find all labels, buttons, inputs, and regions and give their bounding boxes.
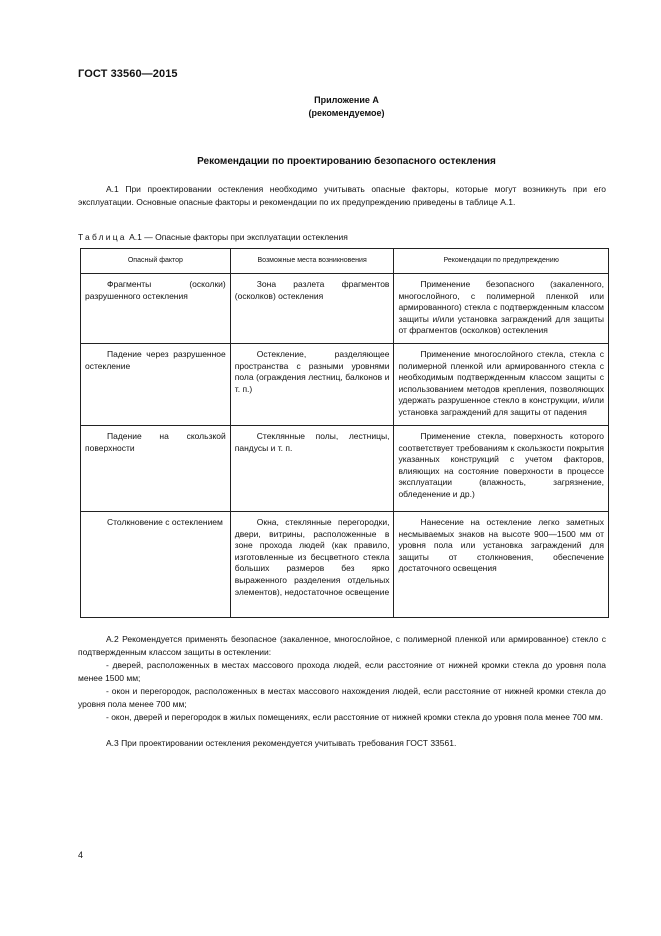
table-row bbox=[81, 426, 609, 512]
paragraph-a3: А.3 При проектировании остекления рекомендуется учитывать требования ГОСТ 33561. bbox=[106, 738, 457, 748]
section-title: Рекомендации по проектированию безопасного остекления bbox=[197, 156, 496, 167]
cell-text: Падение на скользкой поверхности bbox=[85, 431, 226, 453]
table-cell bbox=[394, 274, 609, 344]
table-row bbox=[81, 344, 609, 426]
table-cell bbox=[394, 426, 609, 512]
table-cell bbox=[230, 426, 394, 512]
paragraph-a2: А.2 Рекомендуется применять безопасное (закаленное, многослойное, с полимерной пленкой или армированное) стекло с подтвержденным классом защиты в остеклении: bbox=[78, 634, 606, 657]
cell-text: Применение многослойного стекла, стекла с полимерной пленкой или армированного стекла с необходимым подтвержденным классом защиты с использованием методов крепления, позволяющих удержать разрушенное стекло в конструкции, и/или установка заграждений для защиты от падения bbox=[398, 349, 604, 417]
list-item: - дверей, расположенных в местах массового прохода людей, если расстояние от нижней кромки стекла до уровня пола менее 1500 мм; bbox=[78, 660, 606, 683]
cell-text: Зона разлета фрагментов (осколков) остекления bbox=[234, 279, 390, 301]
table-caption-text: А.1 — Опасные факторы при эксплуатации остекления bbox=[126, 232, 348, 242]
cell-text: Столкновение с остеклением bbox=[107, 517, 223, 527]
cell-text: Применение стекла, поверхность которого соответствует требованиям к скользкости покрытия указанных конструкций с учетом факторов, влияющих на состояние поверхности в процессе эксплуатации (влажность, загрязнение, обледенение и др.) bbox=[398, 431, 604, 499]
paragraph-a1: А.1 При проектировании остекления необходимо учитывать опасные факторы, которые могут возникнуть при его эксплуатации. Основные опасные факторы и рекомендации по их предупреждению приведены в таблице А.1. bbox=[78, 184, 606, 207]
table-caption bbox=[78, 232, 348, 242]
table-row bbox=[81, 512, 609, 618]
table-cell bbox=[230, 274, 394, 344]
table-cell bbox=[81, 512, 231, 618]
cell-text: Остекление, разделяющее пространства с разными уровнями пола (ограждения лестниц, балконов и т. п.) bbox=[234, 349, 390, 394]
table-caption-label: Таблица bbox=[78, 232, 127, 242]
cell-text: Окна, стеклянные перегородки, двери, витрины, расположенные в зоне прохода людей (как правило, изготовленные из бесцветного стекла больших размеров без ярко выраженного разделения отдельных элементов), недостаточное освещение bbox=[234, 517, 390, 597]
hazard-table bbox=[80, 248, 609, 618]
appendix-title: Приложение А bbox=[314, 95, 379, 105]
appendix-subtitle: (рекомендуемое) bbox=[308, 108, 385, 118]
document-code: ГОСТ 33560—2015 bbox=[78, 68, 178, 80]
table-cell bbox=[81, 344, 231, 426]
cell-text: Стеклянные полы, лестницы, пандусы и т. п. bbox=[234, 431, 390, 453]
table-cell bbox=[81, 426, 231, 512]
cell-text: Фрагменты (осколки) разрушенного остекления bbox=[85, 279, 226, 301]
table-header-locations: Возможные места возникновения bbox=[230, 249, 394, 274]
table-cell bbox=[394, 512, 609, 618]
list-item: - окон и перегородок, расположенных в местах массового нахождения людей, если расстояние от нижней кромки стекла до уровня пола менее 700 мм; bbox=[78, 686, 606, 709]
cell-text: Нанесение на остекление легко заметных несмываемых знаков на высоте 900—1500 мм от уровня пола или установка заграждений для защиты от столкновения, обеспечение достаточного освещения bbox=[398, 517, 604, 574]
table-cell bbox=[230, 344, 394, 426]
table-cell bbox=[394, 344, 609, 426]
cell-text: Применение безопасного (закаленного, многослойного, с полимерной пленкой или армированного) стекла с подтвержденным классом защиты и/или установка заграждений для защиты от фрагментов (осколков) остекления bbox=[398, 279, 604, 336]
table-header-recommendations: Рекомендации по предупреждению bbox=[394, 249, 609, 274]
list-item: - окон, дверей и перегородок в жилых помещениях, если расстояние от нижней кромки стекла до уровня пола менее 700 мм. bbox=[106, 712, 603, 722]
table-row bbox=[81, 274, 609, 344]
cell-text: Падение через разрушенное остекление bbox=[85, 349, 226, 371]
page-number: 4 bbox=[78, 850, 84, 860]
table-cell bbox=[230, 512, 394, 618]
table-header-row bbox=[81, 249, 609, 274]
table-header-hazard: Опасный фактор bbox=[81, 249, 231, 274]
table-cell bbox=[81, 274, 231, 344]
